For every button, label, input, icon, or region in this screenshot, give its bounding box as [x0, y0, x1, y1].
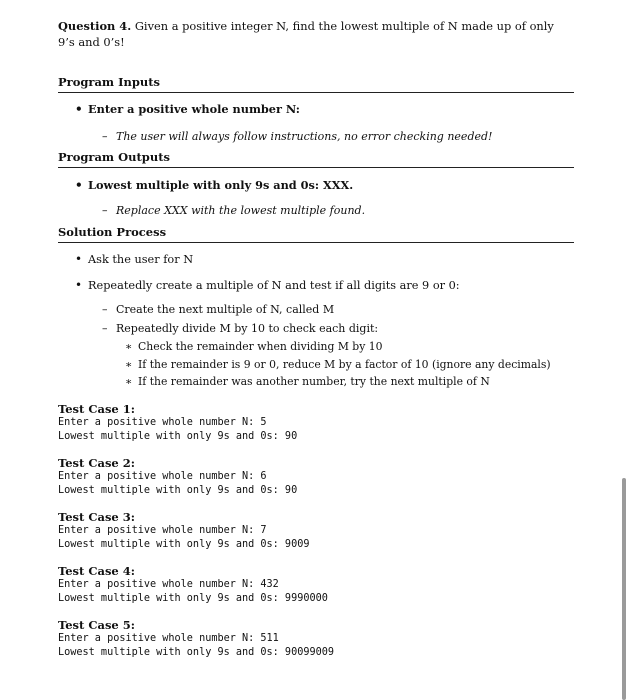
test-case-title: Test Case 5: [58, 617, 135, 632]
solution-subsub-reduce: ∗ If the remainder is 9 or 0, reduce M by a factor of 10 (ignore any decimals) [58, 356, 574, 374]
question-statement [58, 18, 574, 50]
test-case-title: Test Case 1: [58, 401, 135, 416]
test-case-title: Test Case 3: [58, 509, 135, 524]
solution-subsub-check: ∗ Check the remainder when dividing M by 10 [58, 338, 574, 356]
test-case-3 [58, 510, 574, 552]
program-outputs-sub: – Replace XXX with the lowest multiple found. [58, 203, 574, 218]
program-inputs-title: Program Inputs [58, 75, 574, 93]
program-outputs-bullet: • Lowest multiple with only 9s and 0s: XXX. [58, 178, 574, 193]
solution-sub-divide: – Repeatedly divide M by 10 to check each digit: [58, 321, 574, 336]
test-case-input-line: Enter a positive whole number N: 5 [58, 416, 267, 428]
program-outputs-section [58, 150, 574, 218]
test-case-input-line: Enter a positive whole number N: 6 [58, 470, 267, 482]
test-case-input-line: Enter a positive whole number N: 432 [58, 578, 279, 590]
test-case-1 [58, 402, 574, 444]
question-text: Given a positive integer N, find the lowest multiple of N made up of only 9’s and 0’s! [58, 19, 554, 49]
solution-process-title: Solution Process [58, 225, 574, 243]
test-case-2 [58, 456, 574, 498]
test-case-output-line: Lowest multiple with only 9s and 0s: 90 [58, 484, 298, 496]
test-case-input-line: Enter a positive whole number N: 511 [58, 632, 279, 644]
solution-subsub-next: ∗ If the remainder was another number, try the next multiple of N [58, 373, 574, 391]
test-case-5 [58, 618, 574, 660]
solution-sub-create: – Create the next multiple of N, called M [58, 302, 574, 317]
test-case-input-line: Enter a positive whole number N: 7 [58, 524, 267, 536]
test-case-title: Test Case 2: [58, 455, 135, 470]
test-case-output-line: Lowest multiple with only 9s and 0s: 90 [58, 430, 298, 442]
test-case-4 [58, 564, 574, 606]
program-inputs-sub: – The user will always follow instructions, no error checking needed! [58, 129, 574, 144]
document-page [58, 18, 574, 660]
program-inputs-bullet: • Enter a positive whole number N: [58, 102, 574, 117]
program-inputs-section [58, 75, 574, 144]
test-case-output-line: Lowest multiple with only 9s and 0s: 90099009 [58, 646, 335, 658]
vertical-scrollbar[interactable] [622, 478, 626, 700]
program-outputs-title: Program Outputs [58, 150, 574, 168]
solution-process-section [58, 225, 574, 391]
question-label: Question 4. [58, 19, 132, 33]
solution-bullet-ask: • Ask the user for N [58, 252, 574, 267]
test-case-output-line: Lowest multiple with only 9s and 0s: 9009 [58, 538, 310, 550]
test-case-output-line: Lowest multiple with only 9s and 0s: 9990000 [58, 592, 328, 604]
solution-bullet-repeat: • Repeatedly create a multiple of N and test if all digits are 9 or 0: [58, 278, 574, 293]
test-case-title: Test Case 4: [58, 563, 135, 578]
